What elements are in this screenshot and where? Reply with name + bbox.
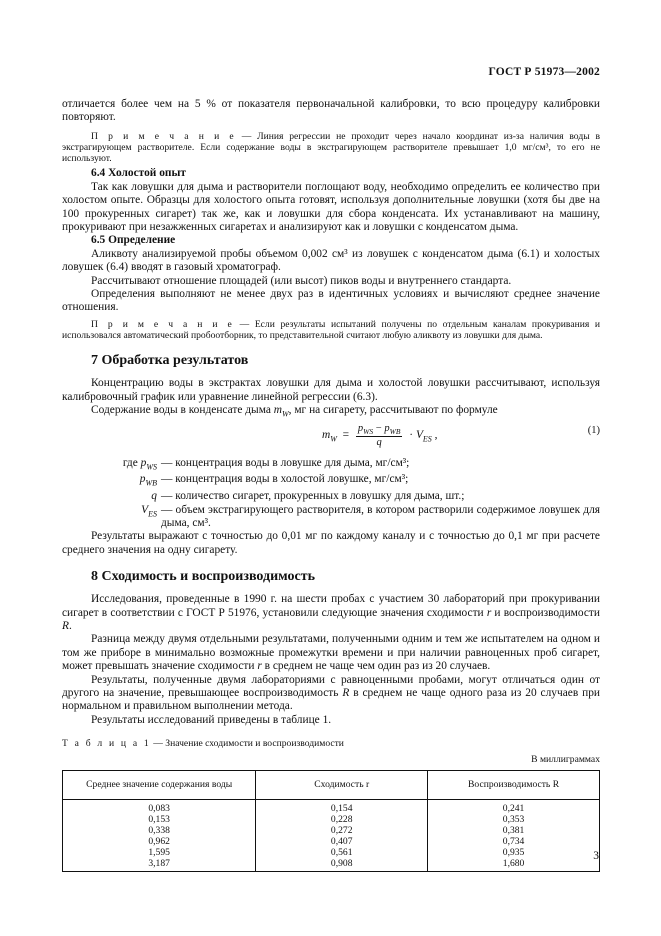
section-6-5-p1: Аликвоту анализируемой пробы объемом 0,002 см³ из ловушек с конденсатом дыма (6.1) и холостых ловушек (6.4) вводят в газовый хроматограф.: [62, 247, 600, 274]
definition-row: где $p_{WS}$ — концентрация воды в ловушке для дыма, мг/см³;: [122, 456, 410, 472]
section-7-title: 7 Обработка результатов: [91, 353, 249, 369]
table-cell: 0,935: [428, 847, 600, 858]
table-header-row: [63, 770, 600, 799]
section-6-5-p2: Рассчитывают отношение площадей (или высот) пиков воды и внутреннего стандарта.: [91, 274, 512, 287]
column-header: Воспроизводимость R: [428, 770, 600, 799]
table-caption: Т а б л и ц а 1 — Значение сходимости и воспроизводимости: [62, 738, 344, 750]
table-cell: 0,353: [428, 814, 600, 825]
results-table: [62, 770, 600, 872]
section-7-p1: Концентрацию воды в экстрактах ловушки для дыма и холостой ловушки рассчитывают, используя калибровочный график или уравнение линейной регрессии (6.3).: [62, 377, 600, 403]
table-row: [63, 825, 600, 836]
table-row: [63, 799, 600, 814]
table-cell: 0,154: [256, 799, 428, 814]
table-cell: 0,153: [63, 814, 256, 825]
formula-number: (1): [587, 424, 600, 436]
note-2: П р и м е ч а н и е — Если результаты испытаний получены по отдельным каналам прокуривания и использовался автоматический пробоотборник, то представительной считают любую аликвоту из ловушки для дыма.: [62, 318, 600, 342]
section-7-p3: Результаты выражают с точностью до 0,01 мг по каждому каналу и с точностью до 0,1 мг при расчете среднего значения на одну сигарету.: [62, 530, 600, 556]
table-cell: 0,083: [63, 799, 256, 814]
section-7-p2: Содержание воды в конденсате дыма $m_W$, мг на сигарету, рассчитывают по формуле: [91, 404, 498, 419]
section-6-4-text: Так как ловушки для дыма и растворители поглощают воду, необходимо определить ее количество при холостом опыте. Образцы для холостого опыта готовят, используя дополнительные ловушки (хотя бы две на 100 прокуренных сигарет) так же, как и ловушки для сбора конденсата. Их устанавливают на машину, прокуривают при незажженных сигаретах и анализируют как и ловушки с конденсатом дыма.: [62, 180, 600, 234]
page-body: [62, 0, 600, 872]
table-cell: 0,241: [428, 799, 600, 814]
table-cell: 1,680: [428, 858, 600, 872]
section-8-p2: Разница между двумя отдельными результатами, полученными одним и тем же испытателем на одном и том же приборе в минимально возможные промежутки времени и при наличии равноценных проб сигарет, может превышать значение сходимости r в среднем не чаще чем один раз из 20 случаев.: [62, 633, 600, 673]
definition-row: $p_{WB}$ — концентрация воды в холостой ловушке, мг/см³;: [139, 473, 409, 488]
table-row: [63, 836, 600, 847]
table-cell: 0,561: [256, 847, 428, 858]
section-6-4-title: 6.4 Холостой опыт: [91, 167, 186, 180]
table-row: [63, 814, 600, 825]
table-cell: 1,595: [63, 847, 256, 858]
column-header: Сходимость r: [256, 770, 428, 799]
section-6-5-title: 6.5 Определение: [91, 234, 176, 247]
formula-definitions: [62, 457, 600, 531]
section-6-5-p3: Определения выполняют не менее двух раз в идентичных условиях и вычисляют среднее значение отношения.: [62, 288, 600, 314]
section-8-p1: Исследования, проведенные в 1990 г. на шести пробах с участием 30 лабораторий при прокуривании сигарет в соответствии с ГОСТ Р 51976, установили следующие значения сходимости r и воспроизводимости R.: [62, 593, 600, 633]
definition-row: $V_{ES}$ — объем экстрагирующего растворителя, в котором растворили содержимое ловушек для дыма, см³.: [141, 503, 600, 529]
document-header: ГОСТ Р 51973—2002: [488, 66, 600, 78]
section-8-p4: Результаты исследований приведены в таблице 1.: [91, 713, 332, 726]
definition-row: q — количество сигарет, прокуренных в ловушку для дыма, шт.;: [151, 490, 465, 503]
section-8-p3: Результаты, полученные двумя лабораториями с равноценными пробами, могут отличаться один от другого на значение, превышающее воспроизводимость R в среднем не чаще одного раза из 20 случаев при нормальном и правильном выполнении метода.: [62, 673, 600, 713]
table-cell: 0,407: [256, 836, 428, 847]
table-row: [63, 858, 600, 872]
section-8-title: 8 Сходимость и воспроизводимость: [91, 569, 316, 585]
note-1: П р и м е ч а н и е — Линия регрессии не проходит через начало координат из-за наличия воды в экстрагирующем растворителе. Если содержание воды в экстрагирующем растворителе превышает 1,0 мг/см³, то его не используют.: [62, 130, 600, 165]
table-units: В миллиграммах: [531, 754, 600, 766]
table-cell: 3,187: [63, 858, 256, 872]
formula-1: $m_W$ = $\frac{p_{WS} - p_{WB}}{q}$ · $V_{ES}$ , (1): [322, 422, 600, 448]
table-row: [63, 847, 600, 858]
table-cell: 0,338: [63, 825, 256, 836]
page-number: 3: [593, 850, 599, 862]
intro-paragraph: отличается более чем на 5 % от показателя первоначальной калибровки, то всю процедуру калибровки повторяют.: [62, 98, 600, 124]
table-cell: 0,734: [428, 836, 600, 847]
table-cell: 0,381: [428, 825, 600, 836]
table-cell: 0,908: [256, 858, 428, 872]
table-cell: 0,272: [256, 825, 428, 836]
column-header: Среднее значение содержания воды: [63, 770, 256, 799]
table-cell: 0,228: [256, 814, 428, 825]
table-cell: 0,962: [63, 836, 256, 847]
